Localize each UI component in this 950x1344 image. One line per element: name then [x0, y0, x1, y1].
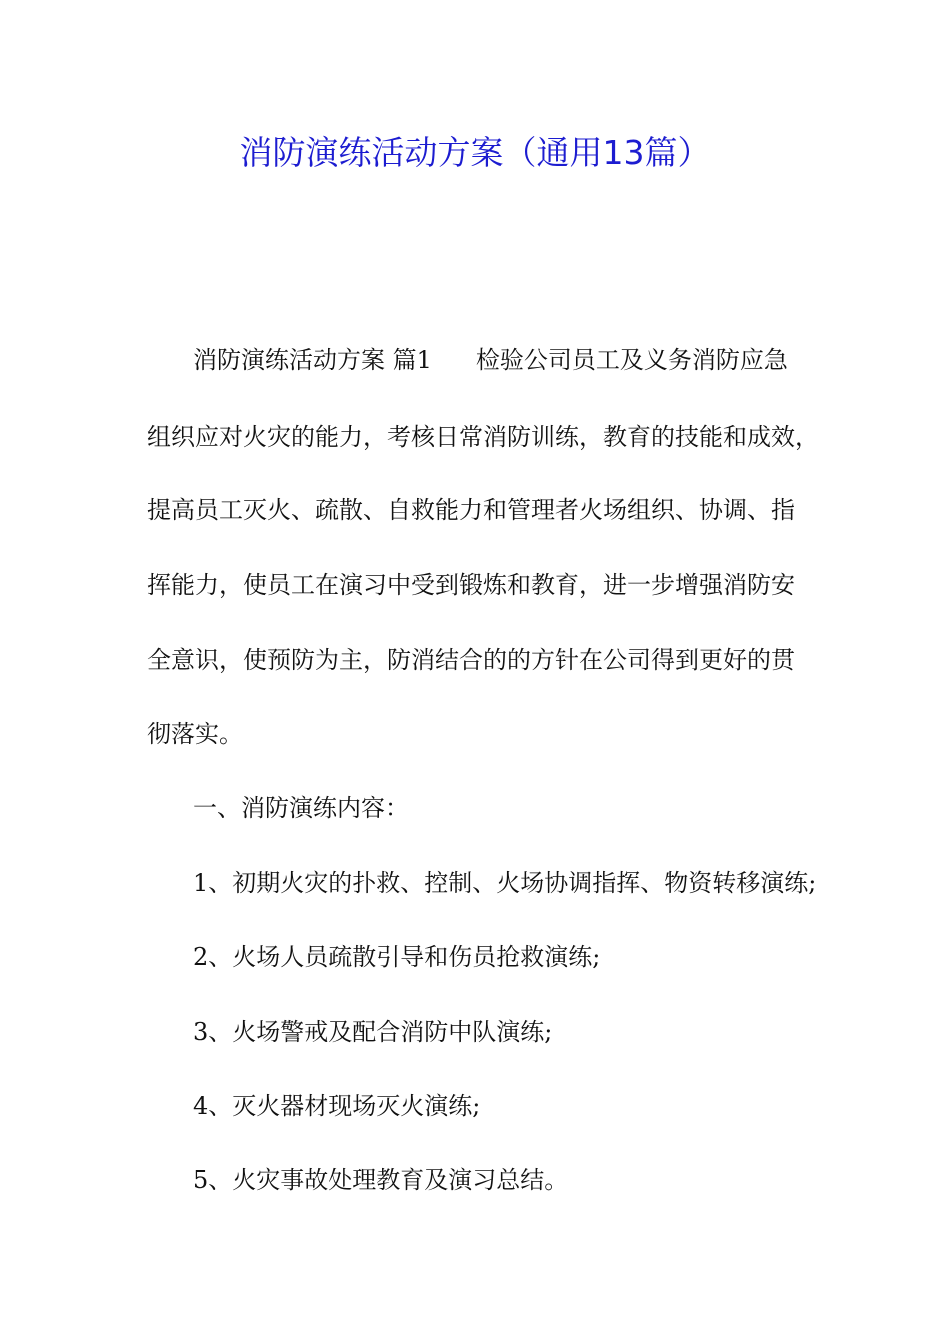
- intro-line-3: 提高员工灭火、疏散、自救能力和管理者火场组织、协调、指: [147, 496, 795, 524]
- list-item: 1、初期火灾的扑救、控制、火场协调指挥、物资转移演练;: [193, 869, 817, 897]
- intro-line-1: 检验公司员工及义务消防应急: [475, 346, 788, 374]
- intro-line-4: 挥能力，使员工在演习中受到锻炼和教育，进一步增强消防安: [147, 571, 795, 599]
- section-heading: 消防演练活动方案 篇1: [193, 346, 432, 374]
- content-subheading: 一、消防演练内容：: [193, 794, 409, 822]
- list-item: 5、火灾事故处理教育及演习总结。: [193, 1166, 569, 1194]
- intro-first-line: [193, 341, 873, 379]
- list-item: 2、火场人员疏散引导和伤员抢救演练;: [193, 943, 601, 971]
- document-title: 消防演练活动方案（通用13篇）: [239, 133, 711, 172]
- intro-line-6: 彻落实。: [147, 720, 243, 748]
- intro-line-2: 组织应对火灾的能力，考核日常消防训练，教育的技能和成效，: [147, 423, 819, 451]
- list-item: 3、火场警戒及配合消防中队演练;: [193, 1018, 553, 1046]
- intro-line-5: 全意识，使预防为主，防消结合的的方针在公司得到更好的贯: [147, 646, 795, 674]
- list-item: 4、灭火器材现场灭火演练;: [193, 1092, 481, 1120]
